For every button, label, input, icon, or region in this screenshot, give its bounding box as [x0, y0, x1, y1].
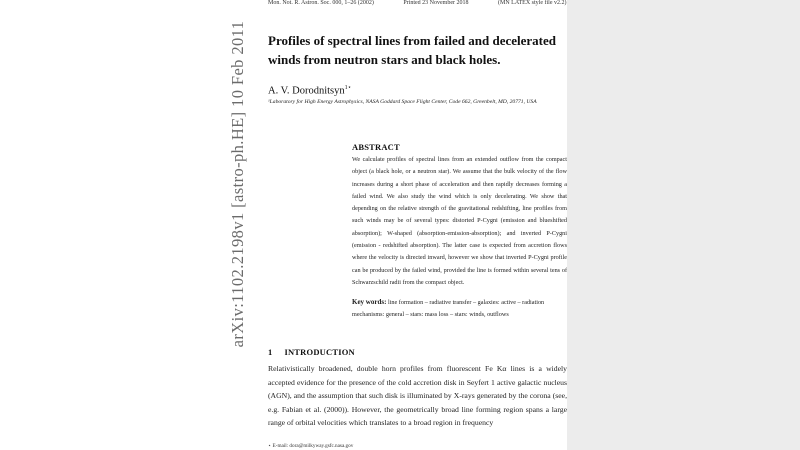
- journal-citation: Mon. Not. R. Astron. Soc. 000, 1–26 (2002): [268, 0, 374, 6]
- abstract-body: We calculate profiles of spectral lines from an extended outflow from the compact object (a black hole, or a neutron star). We assume that the bulk velocity of the flow increases during a short phase of acceleration and then rapidly decreases forming a failed wind. We also study the wind which is only decelerating. We show that depending on the relative strength of the gravitational redshifting, line profiles from such winds may be of several types: distorted P-Cygni (emission and blueshifted absorption); W-shaped (absorption-emission-absorption); and inverted P-Cygni (emission - redshifted absorption). The latter case is expected from accretion flows where the velocity is directed inward, however we show that inverted P-Cygni profile can be produced by the failed wind, provided the line is formed within several tens of Schwarzschild radii from the compact object.: [352, 156, 567, 286]
- keywords-label: Key words:: [352, 298, 387, 306]
- section-title: INTRODUCTION: [284, 347, 355, 357]
- keywords-text: line formation – radiative transfer – galaxies: active – radiation mechanisms: general – stars: mass loss – stars: winds, outflows: [352, 299, 545, 319]
- introduction-text: Relativistically broadened, double horn profiles from fluorescent Fe Kα lines is a widely accepted evidence for the presence of the cold accretion disk in Seyfert 1 active galactic nucleus (AGN), and the assumption that such disk is illuminated by X-rays generated by the corona (see, e.g. Fabian et al. (2000)). However, the geometrically broad line forming region spans a large range of orbital velocities which translates to a broad region in frequency: [268, 364, 567, 428]
- author-affiliation: ¹Laboratory for High Energy Astrophysics, NASA Goddard Space Flight Center, Code 662, Greenbelt, MD, 20771, USA: [268, 99, 537, 105]
- section-heading: [268, 347, 355, 357]
- author-marks: 1⋆: [344, 85, 352, 91]
- author-name: A. V. Dorodnitsyn: [268, 85, 345, 97]
- section-number: 1: [268, 347, 273, 357]
- keywords: [352, 296, 567, 322]
- printed-date: Printed 23 November 2018: [403, 0, 469, 6]
- arxiv-identifier[interactable]: arXiv:1102.2198v1 [astro-ph.HE] 10 Feb 2011: [228, 20, 247, 348]
- footnote: ⋆ E-mail: dora@milkyway.gsfc.nasa.gov: [268, 443, 354, 449]
- abstract-heading: ABSTRACT: [352, 142, 400, 152]
- running-header: [268, 0, 567, 6]
- style-file: (MN LATEX style file v2.2): [498, 0, 567, 6]
- author-line: [268, 84, 351, 97]
- paper-title: Profiles of spectral lines from failed and decelerated winds from neutron stars and black holes.: [268, 33, 556, 67]
